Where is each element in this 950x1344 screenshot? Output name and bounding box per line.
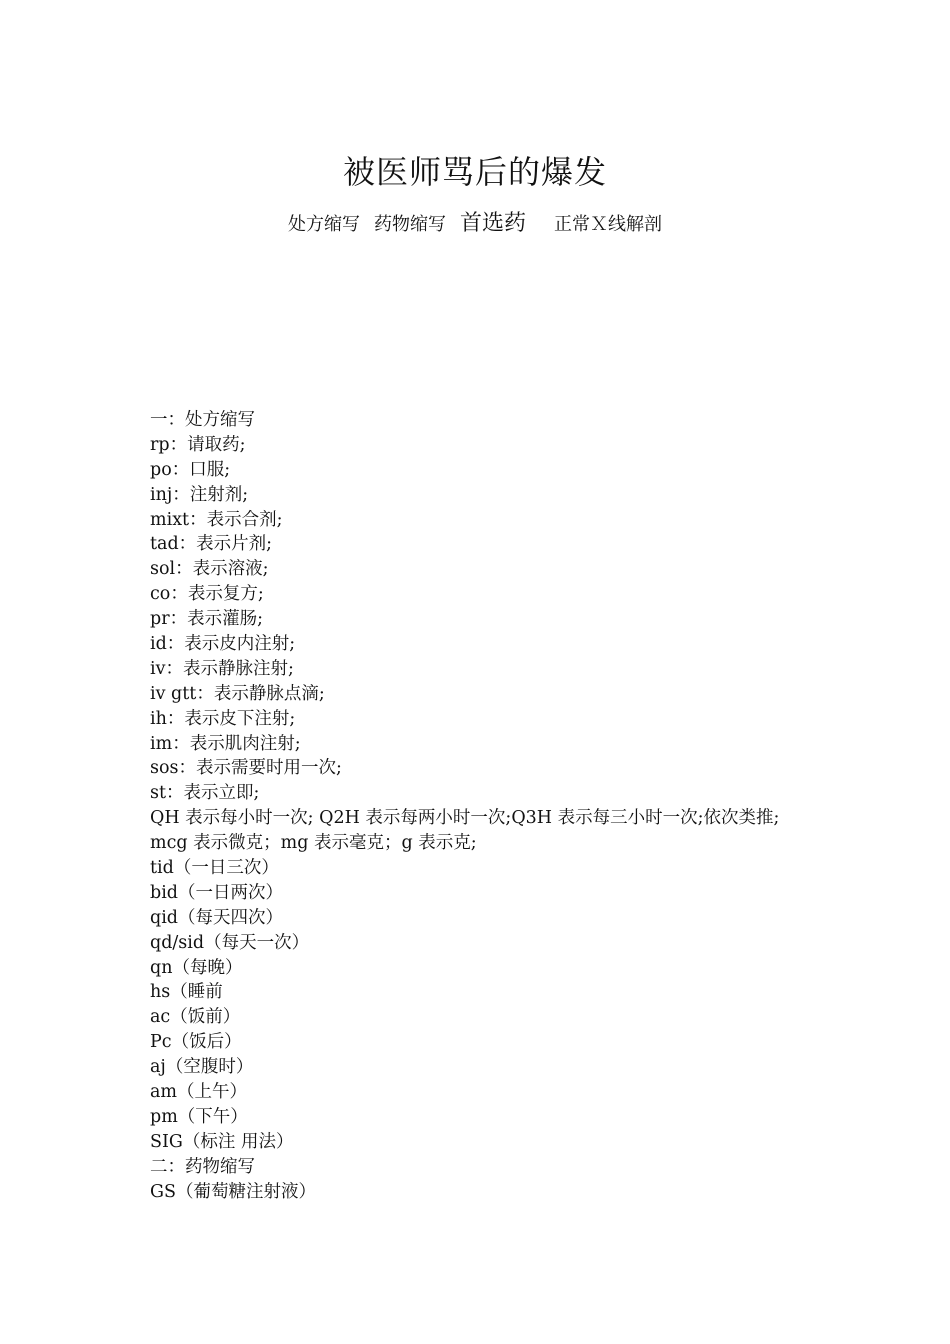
- list-item: im：表示肌肉注射;: [150, 733, 301, 754]
- list-item: SIG（标注 用法）: [150, 1131, 294, 1152]
- list-item: am（上午）: [150, 1082, 248, 1103]
- list-item: id：表示皮内注射;: [150, 634, 296, 655]
- list-item: QH 表示每小时一次; Q2H 表示每两小时一次;Q3H 表示每三小时一次;依次类推;: [150, 808, 780, 829]
- list-item: iv：表示静脉注射;: [150, 658, 294, 679]
- list-item: pr：表示灌肠;: [150, 609, 263, 630]
- list-item: hs（睡前: [150, 982, 223, 1003]
- subtitle-xray-anatomy: 正常Ｘ线解剖: [554, 214, 662, 235]
- list-item: tad：表示片剂;: [150, 534, 273, 555]
- list-item: bid（一日两次）: [150, 882, 284, 903]
- list-item: qd/sid（每天一次）: [150, 932, 310, 953]
- list-item: iv gtt：表示静脉点滴;: [150, 683, 325, 704]
- list-item: ac（饭前）: [150, 1007, 241, 1028]
- list-item: mcg 表示微克；mg 表示毫克；g 表示克;: [150, 833, 477, 854]
- section-heading-prescription: 一：处方缩写: [150, 410, 255, 430]
- list-item: mixt：表示合剂;: [150, 509, 283, 530]
- list-item: rp：请取药;: [150, 434, 246, 455]
- list-item: po：口服;: [150, 459, 231, 480]
- list-item: pm（下午）: [150, 1106, 248, 1127]
- list-item: sos：表示需要时用一次;: [150, 758, 342, 779]
- page-title: 被医师骂后的爆发: [342, 153, 607, 191]
- subtitle-prescription-abbr: 处方缩写: [287, 214, 360, 235]
- list-item: qid（每天四次）: [150, 907, 284, 928]
- list-item: inj：注射剂;: [150, 484, 249, 505]
- list-item: co：表示复方;: [150, 584, 264, 605]
- subtitle-links: [0, 208, 950, 241]
- list-item: Pc（饭后）: [150, 1032, 242, 1053]
- abbreviation-list: [150, 408, 870, 1205]
- list-item: GS（葡萄糖注射液）: [150, 1181, 316, 1202]
- list-item: sol：表示溶液;: [150, 559, 269, 580]
- subtitle-drug-abbr: 药物缩写: [373, 214, 446, 235]
- list-item: st：表示立即;: [150, 783, 260, 804]
- subtitle-first-choice-drug: 首选药: [459, 211, 526, 236]
- section-heading-drug: 二：药物缩写: [150, 1156, 255, 1177]
- list-item: aj（空腹时）: [150, 1057, 254, 1078]
- list-item: qn（每晚）: [150, 957, 243, 978]
- list-item: tid（一日三次）: [150, 858, 279, 879]
- list-item: ih：表示皮下注射;: [150, 708, 296, 729]
